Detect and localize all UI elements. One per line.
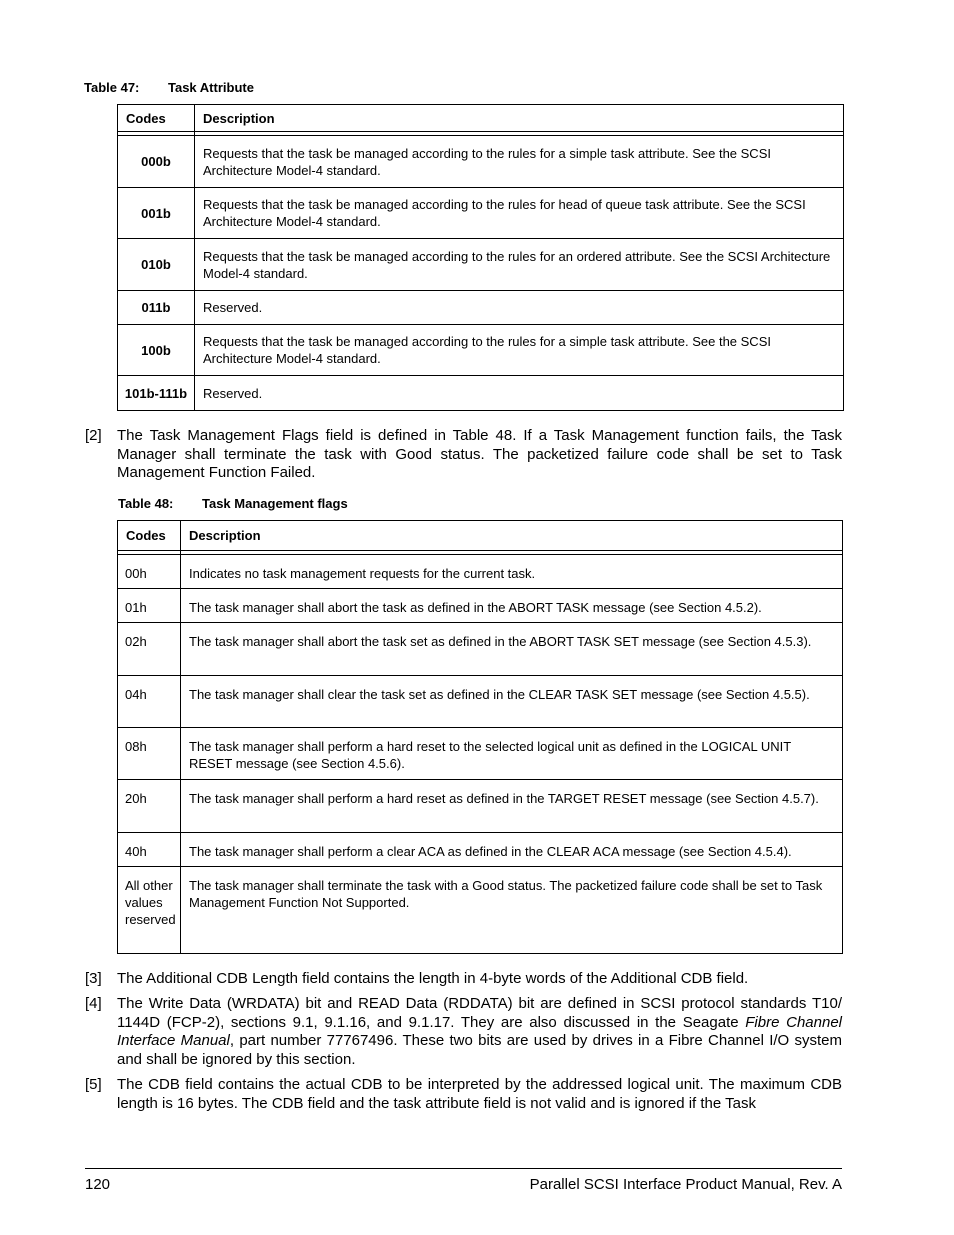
description-cell: The task manager shall terminate the task with a Good status. The packetized failure code shall be set to Task Management Function Not Supported. xyxy=(181,867,843,954)
code-cell: 010b xyxy=(118,239,195,291)
description-cell: The task manager shall clear the task set as defined in the CLEAR TASK SET message (see Section 4.5.5). xyxy=(181,676,843,728)
table-row xyxy=(118,867,843,954)
description-cell: The task manager shall perform a clear ACA as defined in the CLEAR ACA message (see Section 4.5.4). xyxy=(181,833,843,867)
note-text xyxy=(117,995,842,1069)
task-attribute-table xyxy=(117,104,844,411)
table-label: Table 48: xyxy=(118,496,174,511)
table-row xyxy=(118,325,844,376)
manual-title-footer: Parallel SCSI Interface Product Manual, Rev. A xyxy=(529,1176,842,1193)
code-cell: 40h xyxy=(118,833,181,867)
description-cell: Reserved. xyxy=(195,376,844,411)
table48-caption xyxy=(118,496,348,511)
table-row xyxy=(118,780,843,833)
note-number: [2] xyxy=(85,427,102,444)
description-cell: Indicates no task management requests for the current task. xyxy=(181,555,843,589)
note-5 xyxy=(85,1076,842,1113)
description-cell: The task manager shall perform a hard reset to the selected logical unit as defined in the LOGICAL UNIT RESET message (see Section 4.5.6). xyxy=(181,728,843,780)
code-cell: 100b xyxy=(118,325,195,376)
table-row xyxy=(118,376,844,411)
table-title: Task Attribute xyxy=(168,80,254,95)
manual-title: Fibre Channel Interface Manual xyxy=(117,1013,842,1049)
note-number: [4] xyxy=(85,995,102,1012)
code-cell: 000b xyxy=(118,136,195,188)
code-cell: All other values reserved xyxy=(118,867,181,954)
note-2 xyxy=(85,427,842,483)
table-row xyxy=(118,728,843,780)
code-cell: 01h xyxy=(118,589,181,623)
table-title: Task Management flags xyxy=(202,496,348,511)
page-footer xyxy=(85,1168,842,1193)
code-cell: 08h xyxy=(118,728,181,780)
table-row xyxy=(118,589,843,623)
column-header: Description xyxy=(195,105,844,132)
description-cell: The task manager shall perform a hard reset as defined in the TARGET RESET message (see Section 4.5.7). xyxy=(181,780,843,833)
description-cell: The task manager shall abort the task set as defined in the ABORT TASK SET message (see Section 4.5.3). xyxy=(181,623,843,676)
description-cell: The task manager shall abort the task as defined in the ABORT TASK message (see Section 4.5.2). xyxy=(181,589,843,623)
description-cell: Requests that the task be managed according to the rules for a simple task attribute. See the SCSI Architecture Model-4 standard. xyxy=(195,325,844,376)
column-header: Codes xyxy=(118,521,181,551)
code-cell: 011b xyxy=(118,291,195,325)
table-row xyxy=(118,136,844,188)
text-segment: , part number 77767496. These two bits are used by drives in a Fibre Channel I/O system and shall be ignored by this section. xyxy=(117,1032,842,1068)
table-row xyxy=(118,291,844,325)
text-segment: The Write Data (WRDATA) bit and READ Data (RDDATA) bit are defined in SCSI protocol standards T10/ 1144D (FCP-2), sections 9.1, 9.1.16, and 9.1.17. They are also discussed in the Seagate xyxy=(117,995,842,1031)
description-cell: Reserved. xyxy=(195,291,844,325)
note-4 xyxy=(85,995,842,1069)
table47-caption xyxy=(84,80,254,95)
note-3 xyxy=(85,970,842,989)
code-cell: 20h xyxy=(118,780,181,833)
table-row xyxy=(118,676,843,728)
column-header: Description xyxy=(181,521,843,551)
table-label: Table 47: xyxy=(84,80,140,95)
note-number: [5] xyxy=(85,1076,102,1093)
table-row xyxy=(118,188,844,239)
column-header: Codes xyxy=(118,105,195,132)
code-cell: 101b-111b xyxy=(118,376,195,411)
code-cell: 04h xyxy=(118,676,181,728)
table-row xyxy=(118,833,843,867)
page-number: 120 xyxy=(85,1176,111,1193)
code-cell: 00h xyxy=(118,555,181,589)
table-row xyxy=(118,623,843,676)
note-text: The Additional CDB Length field contains the length in 4-byte words of the Additional CDB field. xyxy=(117,970,749,987)
code-cell: 001b xyxy=(118,188,195,239)
code-cell: 02h xyxy=(118,623,181,676)
note-text: The CDB field contains the actual CDB to be interpreted by the addressed logical unit. The maximum CDB length is 16 bytes. The CDB field and the task attribute field is not valid and is ignored if the Task xyxy=(117,1076,842,1112)
task-management-flags-table xyxy=(117,520,843,954)
description-cell: Requests that the task be managed according to the rules for a simple task attribute. See the SCSI Architecture Model-4 standard. xyxy=(195,136,844,188)
description-cell: Requests that the task be managed according to the rules for an ordered attribute. See the SCSI Architecture Model-4 standard. xyxy=(195,239,844,291)
note-number: [3] xyxy=(85,970,102,987)
description-cell: Requests that the task be managed according to the rules for head of queue task attribute. See the SCSI Architecture Model-4 standard. xyxy=(195,188,844,239)
table-row xyxy=(118,239,844,291)
table-row xyxy=(118,555,843,589)
note-text: The Task Management Flags field is defined in Table 48. If a Task Management function fails, the Task Manager shall terminate the task with Good status. The packetized failure code shall be set to Task Management Function Failed. xyxy=(117,427,842,481)
